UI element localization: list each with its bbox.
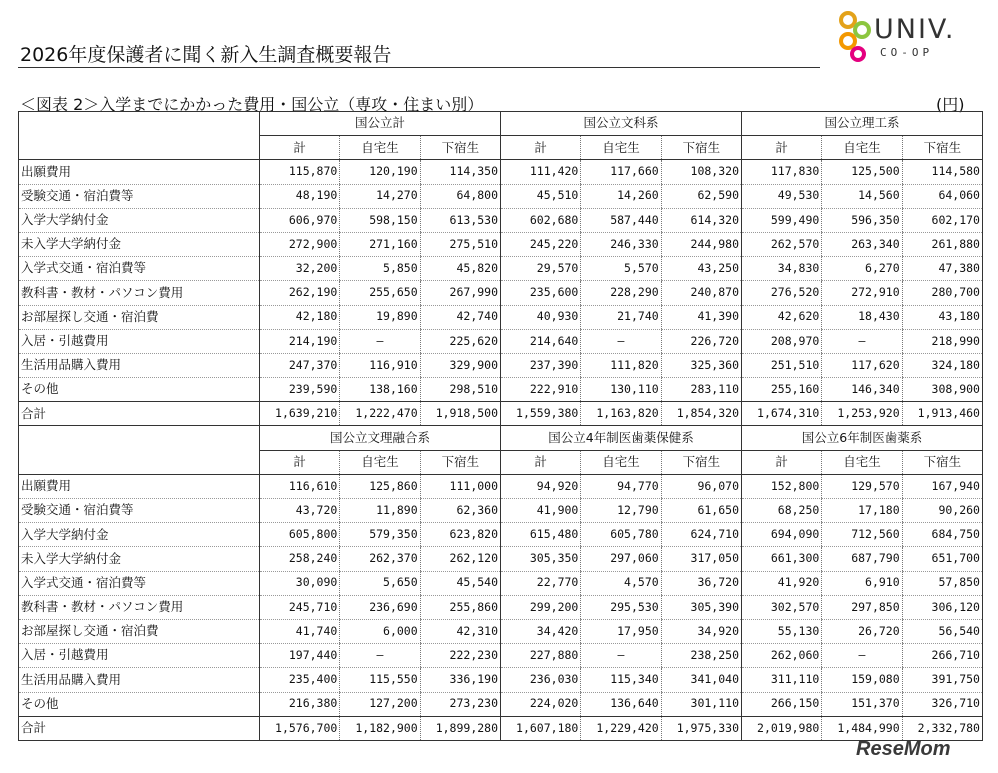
value-cell: 624,710 <box>661 523 741 547</box>
value-cell: 1,854,320 <box>661 402 741 426</box>
value-cell: 1,899,280 <box>420 716 500 740</box>
value-cell: 273,230 <box>420 692 500 716</box>
column-header: 自宅生 <box>340 450 420 474</box>
column-header: 計 <box>501 136 581 160</box>
table-row <box>19 668 983 692</box>
group-header: 国公立文科系 <box>501 112 742 136</box>
value-cell: 587,440 <box>581 208 661 232</box>
value-cell: 228,290 <box>581 281 661 305</box>
value-cell: 266,710 <box>902 644 982 668</box>
table-row <box>19 378 983 402</box>
row-label: 入学大学納付金 <box>19 523 260 547</box>
value-cell: 48,190 <box>260 184 340 208</box>
value-cell: 125,860 <box>340 474 420 498</box>
value-cell: 262,060 <box>742 644 822 668</box>
value-cell: 5,650 <box>340 571 420 595</box>
value-cell: 271,160 <box>340 232 420 256</box>
value-cell: 227,880 <box>501 644 581 668</box>
total-row <box>19 716 983 740</box>
value-cell: 222,910 <box>501 378 581 402</box>
value-cell: 68,250 <box>742 499 822 523</box>
value-cell: 311,110 <box>742 668 822 692</box>
value-cell: 146,340 <box>822 378 902 402</box>
row-label: 合計 <box>19 402 260 426</box>
value-cell: 1,913,460 <box>902 402 982 426</box>
group-header: 国公立理工系 <box>742 112 983 136</box>
value-cell: 4,570 <box>581 571 661 595</box>
table-row <box>19 547 983 571</box>
value-cell: 1,918,500 <box>420 402 500 426</box>
value-cell: 115,550 <box>340 668 420 692</box>
value-cell: 6,910 <box>822 571 902 595</box>
value-cell: 45,510 <box>501 184 581 208</box>
value-cell: 297,060 <box>581 547 661 571</box>
value-cell: 325,360 <box>661 353 741 377</box>
table-row <box>19 499 983 523</box>
row-label: その他 <box>19 692 260 716</box>
column-header: 計 <box>742 136 822 160</box>
value-cell: 45,540 <box>420 571 500 595</box>
value-cell: 17,180 <box>822 499 902 523</box>
value-cell: 6,000 <box>340 619 420 643</box>
value-cell: 280,700 <box>902 281 982 305</box>
value-cell: 1,576,700 <box>260 716 340 740</box>
value-cell: 263,340 <box>822 232 902 256</box>
title-underline <box>18 67 820 68</box>
row-label: 入居・引越費用 <box>19 329 260 353</box>
value-cell: 42,310 <box>420 619 500 643</box>
row-label: 入学式交通・宿泊費等 <box>19 257 260 281</box>
column-header: 下宿生 <box>420 450 500 474</box>
sub-header-row <box>19 136 983 160</box>
value-cell: 115,340 <box>581 668 661 692</box>
value-cell: 138,160 <box>340 378 420 402</box>
value-cell: 255,860 <box>420 595 500 619</box>
column-header: 自宅生 <box>581 136 661 160</box>
value-cell: 167,940 <box>902 474 982 498</box>
value-cell: 62,360 <box>420 499 500 523</box>
blank-header-cell <box>19 426 260 450</box>
value-cell: 114,580 <box>902 160 982 184</box>
value-cell: 43,180 <box>902 305 982 329</box>
value-cell: 275,510 <box>420 232 500 256</box>
value-cell: 305,350 <box>501 547 581 571</box>
value-cell: 127,200 <box>340 692 420 716</box>
value-cell: 246,330 <box>581 232 661 256</box>
column-header: 計 <box>260 136 340 160</box>
column-header: 自宅生 <box>340 136 420 160</box>
row-label: お部屋探し交通・宿泊費 <box>19 305 260 329</box>
value-cell: 47,380 <box>902 257 982 281</box>
row-label: 出願費用 <box>19 474 260 498</box>
value-cell: 36,720 <box>661 571 741 595</box>
table-row <box>19 474 983 498</box>
value-cell: 599,490 <box>742 208 822 232</box>
value-cell: 21,740 <box>581 305 661 329</box>
value-cell: 255,650 <box>340 281 420 305</box>
value-cell: 598,150 <box>340 208 420 232</box>
value-cell: 114,350 <box>420 160 500 184</box>
value-cell: 43,250 <box>661 257 741 281</box>
value-cell: 299,200 <box>501 595 581 619</box>
value-cell: 94,770 <box>581 474 661 498</box>
table-row <box>19 184 983 208</box>
row-label: 受験交通・宿泊費等 <box>19 499 260 523</box>
value-cell: — <box>822 329 902 353</box>
value-cell: 34,920 <box>661 619 741 643</box>
table-row <box>19 523 983 547</box>
table-row <box>19 208 983 232</box>
value-cell: 266,150 <box>742 692 822 716</box>
value-cell: 602,680 <box>501 208 581 232</box>
value-cell: 237,390 <box>501 353 581 377</box>
row-label: お部屋探し交通・宿泊費 <box>19 619 260 643</box>
value-cell: 120,190 <box>340 160 420 184</box>
value-cell: 596,350 <box>822 208 902 232</box>
value-cell: 42,180 <box>260 305 340 329</box>
table-row <box>19 305 983 329</box>
value-cell: 19,890 <box>340 305 420 329</box>
value-cell: 41,740 <box>260 619 340 643</box>
value-cell: 262,120 <box>420 547 500 571</box>
table-row <box>19 353 983 377</box>
value-cell: 236,030 <box>501 668 581 692</box>
value-cell: 34,830 <box>742 257 822 281</box>
value-cell: 606,970 <box>260 208 340 232</box>
value-cell: 57,850 <box>902 571 982 595</box>
value-cell: 61,650 <box>661 499 741 523</box>
value-cell: 111,420 <box>501 160 581 184</box>
value-cell: 258,240 <box>260 547 340 571</box>
value-cell: 151,370 <box>822 692 902 716</box>
table-row <box>19 619 983 643</box>
row-label: その他 <box>19 378 260 402</box>
value-cell: 245,220 <box>501 232 581 256</box>
table-row <box>19 281 983 305</box>
value-cell: 712,560 <box>822 523 902 547</box>
value-cell: 283,110 <box>661 378 741 402</box>
group-header: 国公立計 <box>260 112 501 136</box>
column-header: 計 <box>260 450 340 474</box>
value-cell: 615,480 <box>501 523 581 547</box>
value-cell: 301,110 <box>661 692 741 716</box>
row-label: 未入学大学納付金 <box>19 232 260 256</box>
value-cell: 302,570 <box>742 595 822 619</box>
value-cell: 251,510 <box>742 353 822 377</box>
value-cell: 236,690 <box>340 595 420 619</box>
group-header: 国公立文理融合系 <box>260 426 501 450</box>
value-cell: 255,160 <box>742 378 822 402</box>
value-cell: 117,830 <box>742 160 822 184</box>
value-cell: 267,990 <box>420 281 500 305</box>
value-cell: 152,800 <box>742 474 822 498</box>
column-header: 下宿生 <box>661 136 741 160</box>
value-cell: 216,380 <box>260 692 340 716</box>
fees-table <box>18 111 983 741</box>
value-cell: 391,750 <box>902 668 982 692</box>
value-cell: 317,050 <box>661 547 741 571</box>
value-cell: 117,660 <box>581 160 661 184</box>
column-header: 自宅生 <box>822 136 902 160</box>
column-header: 自宅生 <box>822 450 902 474</box>
value-cell: 324,180 <box>902 353 982 377</box>
value-cell: 245,710 <box>260 595 340 619</box>
column-header: 下宿生 <box>902 136 982 160</box>
report-title: 2026年度保護者に聞く新入生調査概要報告 <box>20 44 392 66</box>
value-cell: 55,130 <box>742 619 822 643</box>
unit-label: (円) <box>936 95 965 114</box>
value-cell: 308,900 <box>902 378 982 402</box>
column-header: 下宿生 <box>661 450 741 474</box>
value-cell: 159,080 <box>822 668 902 692</box>
value-cell: 11,890 <box>340 499 420 523</box>
value-cell: 218,990 <box>902 329 982 353</box>
value-cell: 235,600 <box>501 281 581 305</box>
value-cell: 623,820 <box>420 523 500 547</box>
value-cell: 235,400 <box>260 668 340 692</box>
value-cell: 32,200 <box>260 257 340 281</box>
value-cell: 12,790 <box>581 499 661 523</box>
value-cell: 5,850 <box>340 257 420 281</box>
value-cell: 5,570 <box>581 257 661 281</box>
value-cell: 579,350 <box>340 523 420 547</box>
value-cell: 1,222,470 <box>340 402 420 426</box>
row-label: 入学式交通・宿泊費等 <box>19 571 260 595</box>
value-cell: 18,430 <box>822 305 902 329</box>
value-cell: 687,790 <box>822 547 902 571</box>
value-cell: 336,190 <box>420 668 500 692</box>
value-cell: 42,740 <box>420 305 500 329</box>
univ-coop-logo <box>836 10 986 64</box>
value-cell: 40,930 <box>501 305 581 329</box>
table-row <box>19 692 983 716</box>
value-cell: 272,910 <box>822 281 902 305</box>
value-cell: 222,230 <box>420 644 500 668</box>
value-cell: 298,510 <box>420 378 500 402</box>
value-cell: 2,019,980 <box>742 716 822 740</box>
value-cell: 197,440 <box>260 644 340 668</box>
value-cell: 14,560 <box>822 184 902 208</box>
value-cell: 41,920 <box>742 571 822 595</box>
value-cell: 45,820 <box>420 257 500 281</box>
coop-mark-icon <box>836 10 876 64</box>
value-cell: 1,229,420 <box>581 716 661 740</box>
value-cell: 651,700 <box>902 547 982 571</box>
column-header: 下宿生 <box>902 450 982 474</box>
table-row <box>19 257 983 281</box>
value-cell: 1,975,330 <box>661 716 741 740</box>
value-cell: 90,260 <box>902 499 982 523</box>
value-cell: 41,900 <box>501 499 581 523</box>
value-cell: — <box>340 329 420 353</box>
group-header: 国公立6年制医歯薬系 <box>742 426 983 450</box>
blank-header-cell <box>19 112 260 136</box>
value-cell: 295,530 <box>581 595 661 619</box>
value-cell: 297,850 <box>822 595 902 619</box>
row-label: 出願費用 <box>19 160 260 184</box>
value-cell: 136,640 <box>581 692 661 716</box>
row-label: 入学大学納付金 <box>19 208 260 232</box>
value-cell: 272,900 <box>260 232 340 256</box>
value-cell: 247,370 <box>260 353 340 377</box>
value-cell: 305,390 <box>661 595 741 619</box>
value-cell: 14,260 <box>581 184 661 208</box>
value-cell: — <box>340 644 420 668</box>
table-row <box>19 571 983 595</box>
value-cell: 262,370 <box>340 547 420 571</box>
value-cell: 2,332,780 <box>902 716 982 740</box>
value-cell: 244,980 <box>661 232 741 256</box>
value-cell: — <box>822 644 902 668</box>
group-header-row <box>19 112 983 136</box>
value-cell: 1,607,180 <box>501 716 581 740</box>
value-cell: 64,060 <box>902 184 982 208</box>
row-label: 生活用品購入費用 <box>19 668 260 692</box>
value-cell: 130,110 <box>581 378 661 402</box>
value-cell: 329,900 <box>420 353 500 377</box>
value-cell: 34,420 <box>501 619 581 643</box>
value-cell: 239,590 <box>260 378 340 402</box>
value-cell: — <box>581 329 661 353</box>
row-label: 受験交通・宿泊費等 <box>19 184 260 208</box>
value-cell: 64,800 <box>420 184 500 208</box>
value-cell: 1,674,310 <box>742 402 822 426</box>
value-cell: 326,710 <box>902 692 982 716</box>
row-label: 教科書・教材・パソコン費用 <box>19 281 260 305</box>
value-cell: 684,750 <box>902 523 982 547</box>
value-cell: 238,250 <box>661 644 741 668</box>
sub-header-row <box>19 450 983 474</box>
value-cell: 94,920 <box>501 474 581 498</box>
value-cell: 41,390 <box>661 305 741 329</box>
value-cell: 1,182,900 <box>340 716 420 740</box>
value-cell: 661,300 <box>742 547 822 571</box>
value-cell: 214,190 <box>260 329 340 353</box>
value-cell: 306,120 <box>902 595 982 619</box>
value-cell: 49,530 <box>742 184 822 208</box>
value-cell: 125,500 <box>822 160 902 184</box>
resemom-watermark: ReseMom <box>856 738 951 760</box>
group-header: 国公立4年制医歯薬保健系 <box>501 426 742 450</box>
value-cell: 22,770 <box>501 571 581 595</box>
value-cell: 694,090 <box>742 523 822 547</box>
table-row <box>19 160 983 184</box>
row-label: 合計 <box>19 716 260 740</box>
column-header: 計 <box>742 450 822 474</box>
value-cell: 6,270 <box>822 257 902 281</box>
group-header-row <box>19 426 983 450</box>
value-cell: 14,270 <box>340 184 420 208</box>
value-cell: 613,530 <box>420 208 500 232</box>
value-cell: 605,800 <box>260 523 340 547</box>
value-cell: 111,000 <box>420 474 500 498</box>
value-cell: 108,320 <box>661 160 741 184</box>
value-cell: 1,559,380 <box>501 402 581 426</box>
value-cell: 30,090 <box>260 571 340 595</box>
table-row <box>19 329 983 353</box>
value-cell: 1,253,920 <box>822 402 902 426</box>
value-cell: 262,190 <box>260 281 340 305</box>
value-cell: 341,040 <box>661 668 741 692</box>
value-cell: 605,780 <box>581 523 661 547</box>
total-row <box>19 402 983 426</box>
value-cell: 43,720 <box>260 499 340 523</box>
value-cell: 116,610 <box>260 474 340 498</box>
column-header: 自宅生 <box>581 450 661 474</box>
value-cell: 262,570 <box>742 232 822 256</box>
row-label: 生活用品購入費用 <box>19 353 260 377</box>
logo-sub-text: CO-OP <box>880 46 934 59</box>
value-cell: 62,590 <box>661 184 741 208</box>
value-cell: 226,720 <box>661 329 741 353</box>
value-cell: — <box>581 644 661 668</box>
value-cell: 56,540 <box>902 619 982 643</box>
logo-brand-text: UNIV. <box>874 14 956 45</box>
column-header: 下宿生 <box>420 136 500 160</box>
value-cell: 602,170 <box>902 208 982 232</box>
column-header: 計 <box>501 450 581 474</box>
value-cell: 1,484,990 <box>822 716 902 740</box>
row-label: 未入学大学納付金 <box>19 547 260 571</box>
row-label: 教科書・教材・パソコン費用 <box>19 595 260 619</box>
table-row <box>19 232 983 256</box>
value-cell: 224,020 <box>501 692 581 716</box>
value-cell: 614,320 <box>661 208 741 232</box>
value-cell: 26,720 <box>822 619 902 643</box>
blank-header-cell <box>19 450 260 474</box>
value-cell: 214,640 <box>501 329 581 353</box>
value-cell: 115,870 <box>260 160 340 184</box>
value-cell: 117,620 <box>822 353 902 377</box>
value-cell: 1,639,210 <box>260 402 340 426</box>
table-title: ＜図表 2＞入学までにかかった費用・国公立（専攻・住まい別） <box>20 95 484 114</box>
value-cell: 276,520 <box>742 281 822 305</box>
value-cell: 96,070 <box>661 474 741 498</box>
value-cell: 129,570 <box>822 474 902 498</box>
table-row <box>19 595 983 619</box>
table-row <box>19 644 983 668</box>
value-cell: 261,880 <box>902 232 982 256</box>
value-cell: 42,620 <box>742 305 822 329</box>
value-cell: 17,950 <box>581 619 661 643</box>
value-cell: 111,820 <box>581 353 661 377</box>
value-cell: 225,620 <box>420 329 500 353</box>
blank-header-cell <box>19 136 260 160</box>
value-cell: 29,570 <box>501 257 581 281</box>
value-cell: 208,970 <box>742 329 822 353</box>
value-cell: 116,910 <box>340 353 420 377</box>
value-cell: 1,163,820 <box>581 402 661 426</box>
value-cell: 240,870 <box>661 281 741 305</box>
row-label: 入居・引越費用 <box>19 644 260 668</box>
